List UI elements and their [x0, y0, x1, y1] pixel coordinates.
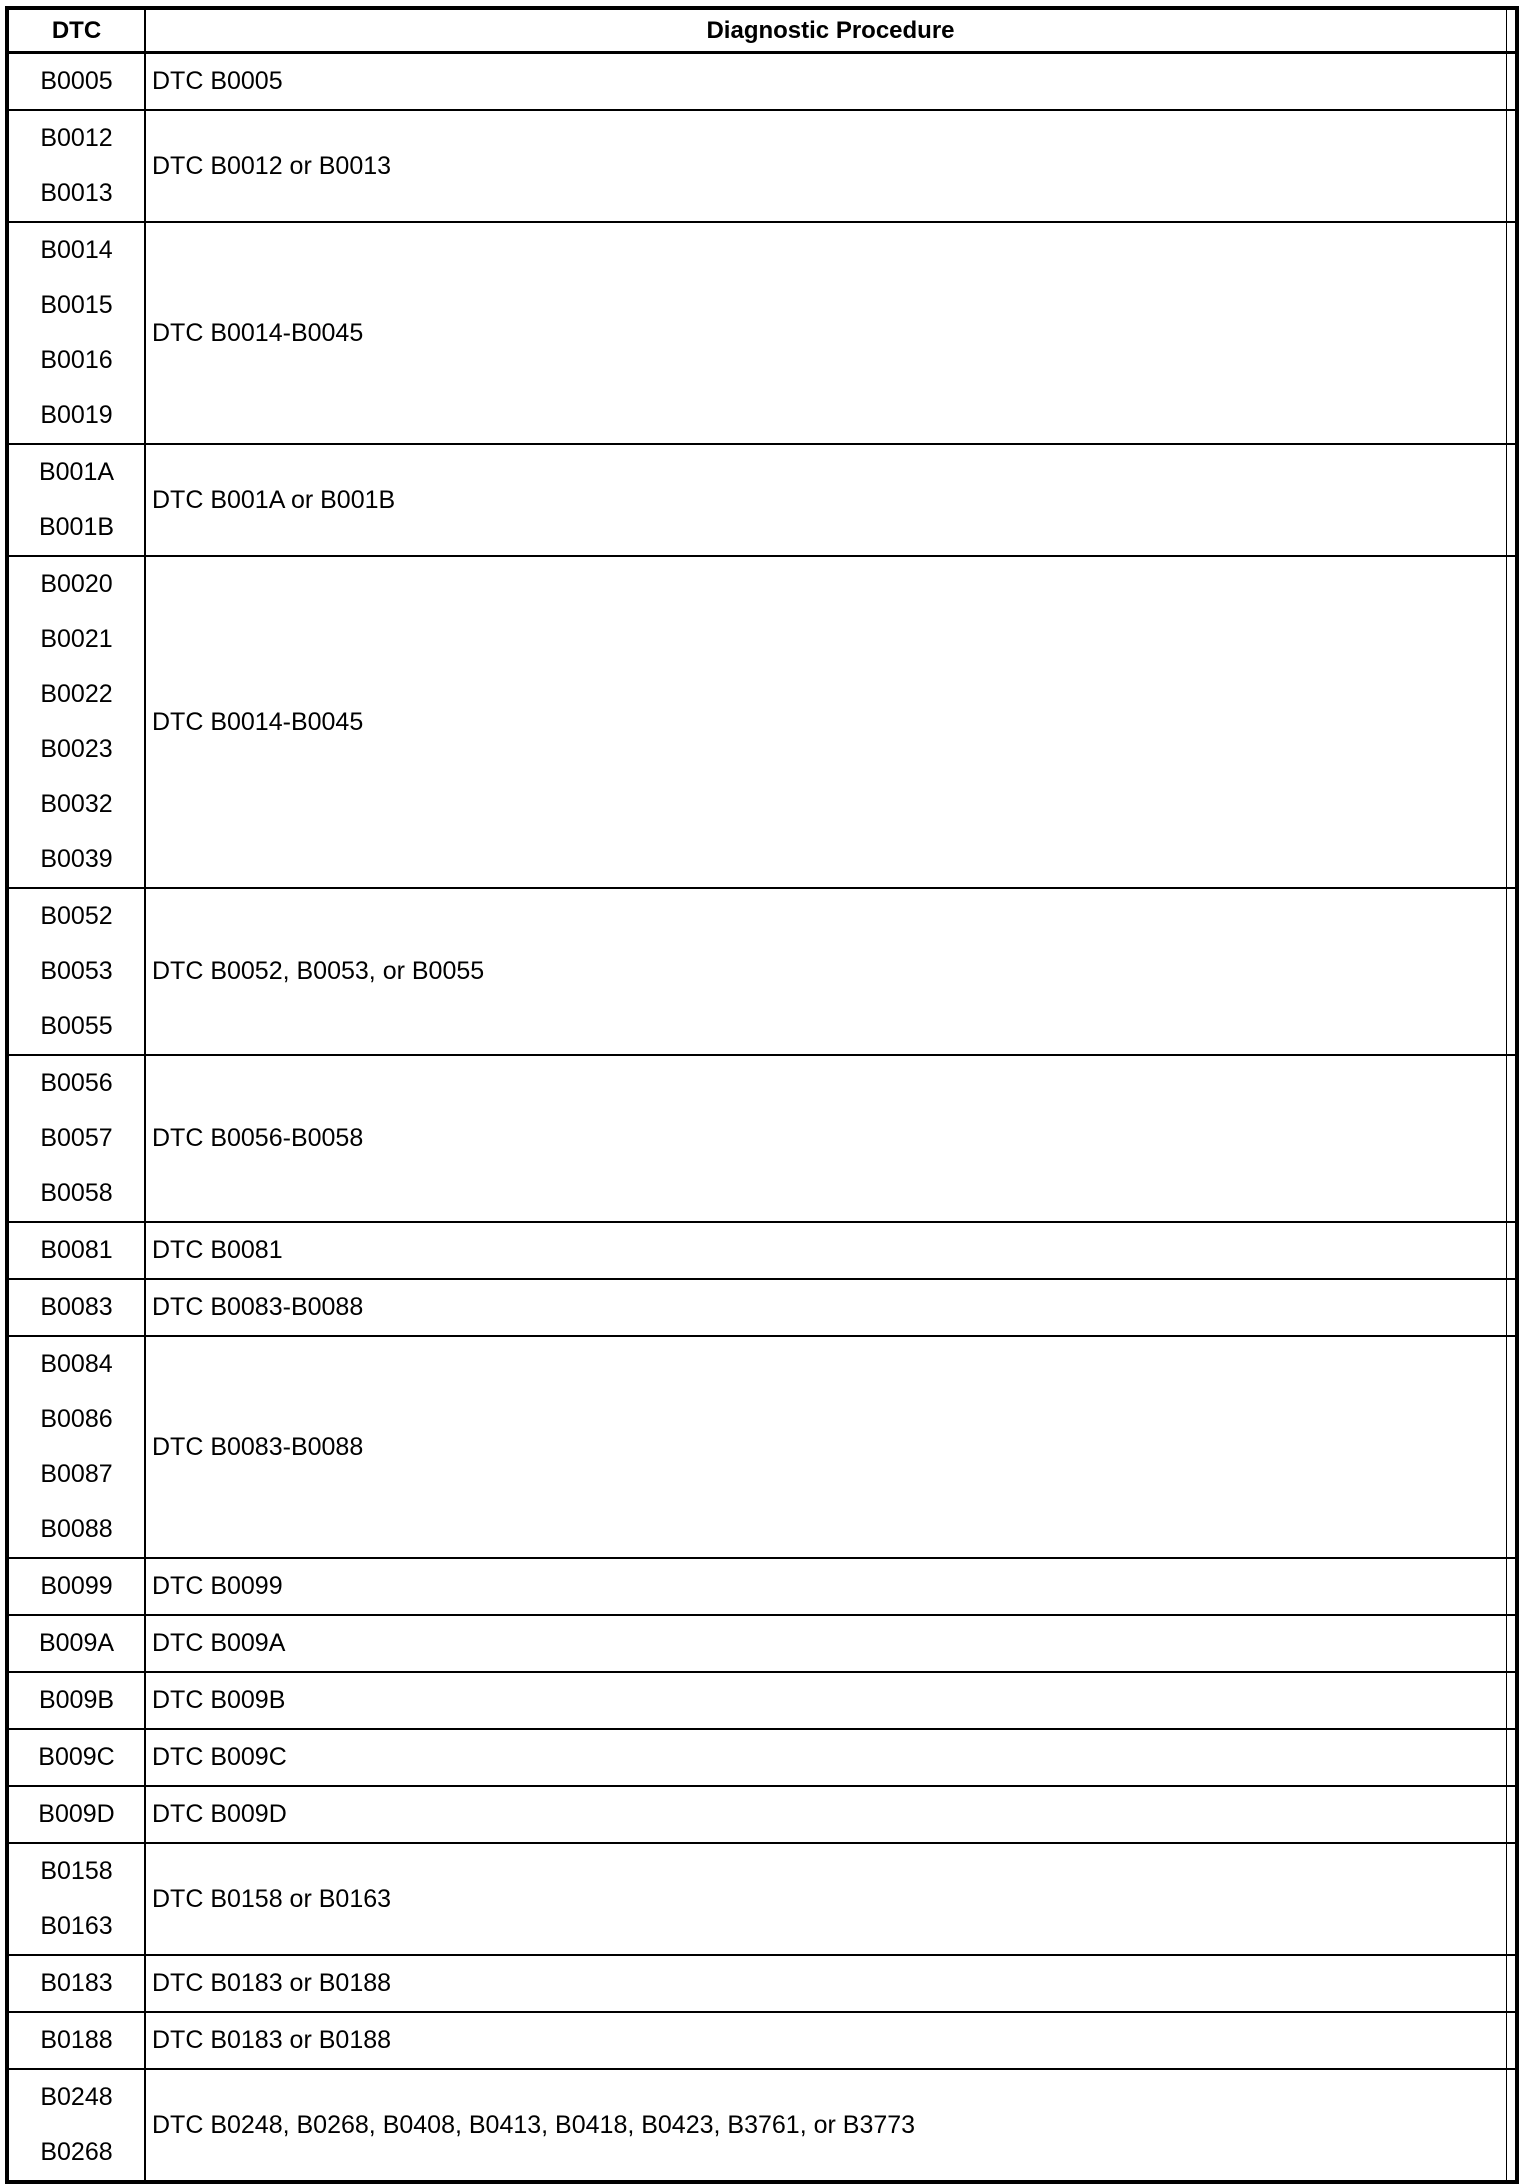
dtc-code: B0188	[40, 2026, 113, 2054]
dtc-code: B0013	[40, 179, 113, 207]
dtc-code: B009D	[38, 1800, 115, 1828]
dtc-code: B009A	[38, 1629, 115, 1657]
table-row	[7, 2069, 1517, 2182]
dtc-code: B0081	[40, 1236, 113, 1264]
dtc-code-cell	[7, 222, 145, 444]
dtc-code-cell	[7, 888, 145, 1055]
diagnostic-procedure-link[interactable]: DTC B0081	[145, 1222, 1517, 1279]
table-row	[7, 1279, 1517, 1336]
dtc-code: B0012	[40, 124, 113, 152]
table-row	[7, 222, 1517, 444]
dtc-code: B0019	[40, 401, 113, 429]
diagnostic-procedure-link[interactable]: DTC B0005	[145, 53, 1517, 111]
diagnostic-procedure-link[interactable]: DTC B0248, B0268, B0408, B0413, B0418, B0423, B3761, or B3773	[145, 2069, 1517, 2182]
diagnostic-procedure-link[interactable]: DTC B0083-B0088	[145, 1336, 1517, 1558]
table-row	[7, 1672, 1517, 1729]
diagnostic-procedure-link[interactable]: DTC B009D	[145, 1786, 1517, 1843]
dtc-code: B0020	[40, 570, 113, 598]
table-row	[7, 2012, 1517, 2069]
dtc-code: B0052	[40, 902, 113, 930]
dtc-code: B009C	[38, 1743, 115, 1771]
dtc-code-cell	[7, 1786, 145, 1843]
dtc-code: B0057	[40, 1124, 113, 1152]
dtc-code: B001A	[38, 458, 115, 486]
table-row	[7, 53, 1517, 111]
diagnostic-procedure-link[interactable]: DTC B009B	[145, 1672, 1517, 1729]
dtc-code-cell	[7, 1222, 145, 1279]
dtc-code: B0163	[40, 1912, 113, 1940]
dtc-code: B0088	[40, 1515, 113, 1543]
dtc-code-cell	[7, 1558, 145, 1615]
dtc-column-header: DTC	[7, 8, 145, 53]
dtc-code: B0005	[40, 67, 113, 95]
dtc-code: B0022	[40, 680, 113, 708]
table-row	[7, 110, 1517, 222]
dtc-code: B0055	[40, 1012, 113, 1040]
dtc-code-cell	[7, 1672, 145, 1729]
diagnostic-procedure-link[interactable]: DTC B0012 or B0013	[145, 110, 1517, 222]
dtc-code: B0058	[40, 1179, 113, 1207]
header-row	[7, 8, 1517, 53]
dtc-code-cell	[7, 2069, 145, 2182]
diagnostic-procedure-link[interactable]: DTC B0099	[145, 1558, 1517, 1615]
diagnostic-procedure-link[interactable]: DTC B001A or B001B	[145, 444, 1517, 556]
dtc-code: B0023	[40, 735, 113, 763]
diagnostic-procedure-link[interactable]: DTC B0183 or B0188	[145, 2012, 1517, 2069]
dtc-code-cell	[7, 556, 145, 888]
dtc-code-cell	[7, 1055, 145, 1222]
dtc-code-cell	[7, 1336, 145, 1558]
dtc-code-cell	[7, 53, 145, 111]
dtc-code: B0268	[40, 2138, 113, 2166]
dtc-code: B001B	[38, 513, 115, 541]
dtc-code: B0021	[40, 625, 113, 653]
table-row	[7, 1222, 1517, 1279]
table-row	[7, 1615, 1517, 1672]
dtc-code: B0084	[40, 1350, 113, 1378]
dtc-code: B0014	[40, 236, 113, 264]
dtc-code-cell	[7, 444, 145, 556]
diagnostic-procedure-link[interactable]: DTC B0083-B0088	[145, 1279, 1517, 1336]
diagnostic-procedure-link[interactable]: DTC B0052, B0053, or B0055	[145, 888, 1517, 1055]
dtc-code-cell	[7, 1615, 145, 1672]
dtc-code-cell	[7, 1843, 145, 1955]
diagnostic-procedure-link[interactable]: DTC B0056-B0058	[145, 1055, 1517, 1222]
dtc-code-cell	[7, 1955, 145, 2012]
diagnostic-procedure-link[interactable]: DTC B0014-B0045	[145, 222, 1517, 444]
dtc-code-cell	[7, 1729, 145, 1786]
dtc-code-cell	[7, 110, 145, 222]
table-row	[7, 1558, 1517, 1615]
dtc-code: B0039	[40, 845, 113, 873]
dtc-code: B0099	[40, 1572, 113, 1600]
table-row	[7, 1843, 1517, 1955]
table-row	[7, 444, 1517, 556]
table-body	[7, 53, 1517, 2183]
dtc-code: B0183	[40, 1969, 113, 1997]
diagnostic-procedure-link[interactable]: DTC B009C	[145, 1729, 1517, 1786]
dtc-code: B009B	[38, 1686, 115, 1714]
diagnostic-procedure-link[interactable]: DTC B009A	[145, 1615, 1517, 1672]
table-row	[7, 1786, 1517, 1843]
dtc-code: B0056	[40, 1069, 113, 1097]
table-row	[7, 556, 1517, 888]
dtc-code: B0083	[40, 1293, 113, 1321]
dtc-code-cell	[7, 1279, 145, 1336]
dtc-code: B0158	[40, 1857, 113, 1885]
diagnostic-procedure-link[interactable]: DTC B0158 or B0163	[145, 1843, 1517, 1955]
dtc-table	[5, 6, 1519, 2184]
diagnostic-procedure-link[interactable]: DTC B0014-B0045	[145, 556, 1517, 888]
table-row	[7, 1336, 1517, 1558]
table-row	[7, 1729, 1517, 1786]
dtc-code: B0053	[40, 957, 113, 985]
dtc-code: B0087	[40, 1460, 113, 1488]
table-row	[7, 1955, 1517, 2012]
table-row	[7, 888, 1517, 1055]
dtc-code: B0016	[40, 346, 113, 374]
dtc-code: B0086	[40, 1405, 113, 1433]
table-row	[7, 1055, 1517, 1222]
dtc-code: B0248	[40, 2083, 113, 2111]
procedure-column-header: Diagnostic Procedure	[145, 8, 1517, 53]
dtc-code-cell	[7, 2012, 145, 2069]
dtc-code: B0015	[40, 291, 113, 319]
dtc-code: B0032	[40, 790, 113, 818]
diagnostic-procedure-link[interactable]: DTC B0183 or B0188	[145, 1955, 1517, 2012]
